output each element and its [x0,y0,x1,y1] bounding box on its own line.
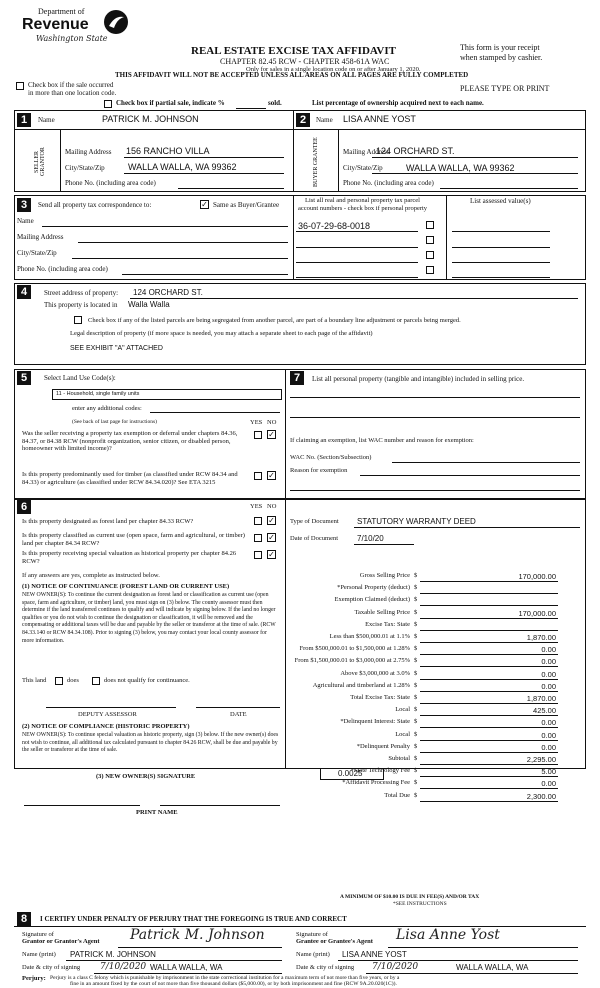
assessed-header: List assessed value(s) [470,197,531,205]
ownership-note: List percentage of ownership acquired next to each name. [312,99,484,107]
perjury-text-1: Perjury is a class C felony which is punishable by imprisonment in the state correctional institution for a maximum term of not more than five years, or by a [50,975,400,981]
seller-side-label: SELLER GRANTOR [34,147,46,177]
doc-date-label: Date of Document [290,535,339,542]
does-not-checkbox[interactable] [92,677,100,685]
doc-date[interactable]: 7/10/20 [357,534,384,543]
multi-location-label-1: Check box if the sale occurred [28,81,114,89]
multi-location-label-2: in more than one location code. [28,89,117,97]
buyer-name-label: Name [316,116,333,124]
section-3-number: 3 [17,198,31,212]
tax-row-label: *Delinquent Interest: State [340,718,410,725]
tax-row-line [420,776,558,777]
form-subtitle: CHAPTER 82.45 RCW - CHAPTER 458-61A WAC [220,57,390,66]
perjury-label: Perjury: [22,975,46,982]
tax-row-value[interactable]: 170,000.00 [518,572,556,581]
tax-row-label: *Affidavit Processing Fee [342,779,410,786]
tax-row-dollar: $ [414,718,418,725]
print-name-label: PRINT NAME [136,809,178,816]
land-use-label: Select Land Use Code(s): [44,374,116,382]
land-use-code[interactable]: 11 - Household, single family units [56,391,140,397]
tax-row-value[interactable]: 0.00 [541,657,556,666]
tax-row-dollar: $ [414,706,418,713]
tax-row-label: *State Technology Fee [350,767,410,774]
tax-row-line [420,605,558,606]
parcel-header-1: List all real and personal property tax parcel [305,197,420,204]
type-or-print: PLEASE TYPE OR PRINT [460,84,550,93]
does-label: does [67,677,79,684]
buyer-city[interactable]: WALLA WALLA, WA 99362 [406,163,515,173]
grantor-sig-label-2: Grantor or Grantor's Agent [22,938,100,945]
seller-mailing-label: Mailing Address [65,148,112,156]
personal-property-label: List all personal property (tangible and intangible) included in selling price. [312,375,525,383]
perjury-text-2: fine in an amount fixed by the court of not more than five thousand dollars ($5,000.00), or by both imprisonment and fine (RCW 9A.20.020(1C)). [70,981,397,987]
tax-row-value[interactable]: 0.00 [541,779,556,788]
does-not-label: does not qualify for continuance. [104,677,190,684]
grantee-sig-label-1: Signature of [296,931,328,938]
tax-row-value[interactable]: 170,000.00 [518,609,556,618]
segregated-checkbox[interactable] [74,316,82,324]
s6-yes: YES [250,503,263,510]
section-2-number: 2 [296,113,310,127]
tax-row-dollar: $ [414,670,418,677]
continuance-title: (1) NOTICE OF CONTINUANCE (FOREST LAND OR CURRENT USE) [22,583,230,590]
buyer-mailing-label: Mailing Address [343,148,390,156]
grantor-sig-label-1: Signature of [22,931,54,938]
seller-mailing[interactable]: 156 RANCHO VILLA [126,146,210,156]
s5-q1-no[interactable]: ✓ [268,430,275,439]
tax-row-line [420,801,558,802]
sold-label: sold. [268,99,282,107]
s5-q1-yes[interactable] [254,431,262,439]
s6-question-1: Is this property designated as forest land per chapter 84.33 RCW? [22,518,194,525]
tax-row-value[interactable]: 425.00 [533,706,556,715]
s6-question-3: Is this property receiving special valuation as historical property per chapter 84.26 RCW? [22,550,237,565]
legal-description[interactable]: SEE EXHIBIT "A" ATTACHED [70,345,163,352]
tax-row-line [420,654,558,655]
tax-row-label: Local [395,731,410,738]
seller-city-label: City/State/Zip [65,164,105,172]
s6-q2-yes[interactable] [254,534,262,542]
additional-codes-label: enter any additional codes: [72,405,142,412]
grantor-signature[interactable]: Patrick M. Johnson [130,927,265,943]
section-5-number: 5 [17,371,31,385]
s6-q2-no[interactable]: ✓ [268,533,275,542]
warning-line: THIS AFFIDAVIT WILL NOT BE ACCEPTED UNLESS ALL AREAS ON ALL PAGES ARE FULLY COMPLETED [115,71,469,79]
see-back-note: (See back of last page for instructions) [72,419,157,425]
tax-row-label: From $1,500,000.01 to $3,000,000 at 2.75% [294,657,410,664]
buyer-phone-label: Phone No. (including area code) [343,179,434,187]
dept-line2: Revenue [22,16,89,33]
section-4-number: 4 [17,285,31,299]
multi-location-checkbox[interactable] [16,82,24,90]
tax-row-dollar: $ [414,779,418,786]
seller-name-label: Name [38,116,55,124]
tax-row-label: Subtotal [388,755,410,762]
personal-property-checkbox-4[interactable] [426,266,434,274]
tax-row-line [420,593,558,594]
tax-row-dollar: $ [414,645,418,652]
grantee-sig-label-2: Grantee or Grantee's Agent [296,938,373,945]
partial-sale-label: Check box if partial sale, indicate % [116,99,225,107]
section-8-number: 8 [17,912,31,926]
tax-row-label: Taxable Selling Price [354,609,410,616]
if-yes-note: If any answers are yes, complete as instructed below. [22,572,160,579]
grantee-signature[interactable]: Lisa Anne Yost [396,927,500,943]
street-label: Street address of property: [44,289,119,297]
s5-q2-no[interactable]: ✓ [268,471,275,480]
historic-title: (2) NOTICE OF COMPLIANCE (HISTORIC PROPERTY) [22,723,190,730]
certify-line: I CERTIFY UNDER PENALTY OF PERJURY THAT THE FOREGOING IS TRUE AND CORRECT [40,915,347,923]
tax-row-value[interactable]: 0.00 [541,645,556,654]
grantor-city[interactable]: WALLA WALLA, WA [150,963,223,972]
grantee-name-label: Name (print) [296,951,330,958]
tax-row-dollar: $ [414,572,418,579]
tax-row-line [420,666,558,667]
tax-row-label: Excise Tax: State [365,621,410,628]
parcel-number-1[interactable]: 36-07-29-68-0018 [298,221,371,231]
form-title: REAL ESTATE EXCISE TAX AFFIDAVIT [191,45,396,57]
buyer-mailing[interactable]: 124 ORCHARD ST. [376,146,455,156]
s3-phone-label: Phone No. (including area code) [17,265,108,273]
s5-question-1: Was the seller receiving a property tax exemption or deferral under chapters 84.36, 84.37, or 84.38 RCW (nonprofit organization, senior citizen, or disabled person, homeowner with limited income)? [22,430,238,452]
tax-row-value[interactable]: 0.00 [541,670,556,679]
tax-row-dollar: $ [414,682,418,689]
section-6-number: 6 [17,500,31,514]
tax-row-label: *Personal Property (deduct) [337,584,410,591]
located-label: This property is located in [44,301,118,309]
tax-row-value[interactable]: 0.00 [541,743,556,752]
does-checkbox[interactable] [55,677,63,685]
same-as-buyer-checkbox[interactable]: ✓ [201,200,208,209]
seller-phone-label: Phone No. (including area code) [65,179,156,187]
tax-row-label: Exemption Claimed (deduct) [334,596,410,603]
tax-row-dollar: $ [414,743,418,750]
minimum-note: A MINIMUM OF $10.00 IS DUE IN FEE(S) AND/OR TAX [340,894,480,900]
s6-question-2: Is this property classified as current use (open space, farm and agricultural, or timber) land per chapter 84.34 RCW? [22,532,245,547]
receipt-note-1: This form is your receipt [460,43,540,52]
local-rate[interactable]: 0.0025 [338,769,363,778]
personal-property-checkbox-3[interactable] [426,251,434,259]
tax-row-line [420,740,558,741]
partial-sale-checkbox[interactable] [104,100,112,108]
street-address[interactable]: 124 ORCHARD ST. [133,288,203,297]
tax-row-line [420,788,558,789]
tax-row-line [420,679,558,680]
seller-name[interactable]: PATRICK M. JOHNSON [102,114,199,124]
parcel-header-2: account numbers - check box if personal property [298,205,428,212]
doc-type-label: Type of Document [290,518,339,525]
tax-row-line [420,642,558,643]
tax-row-line [420,691,558,692]
s5-yes: YES [250,419,263,426]
s3-city-label: City/State/Zip [17,249,57,257]
tax-row-value[interactable]: 2,300.00 [526,792,556,801]
tax-row-line [420,764,558,765]
personal-property-checkbox-2[interactable] [426,236,434,244]
grantee-name-print[interactable]: LISA ANNE YOST [342,950,407,959]
new-owner-signature-title: (3) NEW OWNER(S) SIGNATURE [96,773,196,780]
legal-label: Legal description of property (if more space is needed, you may attach a separate sheet to each page of the affidavit) [70,330,373,337]
tax-row-label: Above $3,000,000 at 3.0% [340,670,410,677]
tax-row-dollar: $ [414,621,418,628]
s6-no: NO [267,503,277,510]
grantor-date-city-label: Date & city of signing [22,964,81,971]
tax-row-value[interactable]: 1,870.00 [526,633,556,642]
buyer-name[interactable]: LISA ANNE YOST [343,114,416,124]
s5-q2-yes[interactable] [254,472,262,480]
s6-q1-no[interactable]: ✓ [268,516,275,525]
tax-row-dollar: $ [414,609,418,616]
s5-no: NO [267,419,277,426]
tax-row-value[interactable]: 0.00 [541,682,556,691]
section-1-number: 1 [17,113,31,127]
tax-row-value[interactable]: 0.00 [541,718,556,727]
tax-row-line [420,752,558,753]
s6-q3-no[interactable]: ✓ [268,550,275,559]
s6-q3-yes[interactable] [254,551,262,559]
revenue-logo-icon [103,9,129,35]
dept-line1: Department of [38,7,85,16]
tax-row-label: Agricultural and timberland at 1.28% [312,682,410,689]
tax-row-value[interactable]: 5.00 [541,767,556,776]
s5-question-2: Is this property predominantly used for timber (as classified under RCW 84.34 and 84.33) or agriculture (as classified under RCW 84.34.020)? See ETA 3215 [22,471,238,486]
s6-q1-yes[interactable] [254,517,262,525]
grantee-date-city-label: Date & city of signing [296,964,355,971]
tax-row-dollar: $ [414,584,418,591]
historic-body: NEW OWNER(S): To continue special valuation as historic property, sign (3) below. If the new owner(s) does not wish to continue, all additional tax calculated pursuant to chapter 84.26 RCW, shall be due and payable by the seller or transferor at the time of sale. [22,732,279,754]
tax-row-label: *Delinquent Penalty [356,743,410,750]
grantor-date[interactable]: 7/10/2020 [100,962,147,972]
form-subtitle2: Only for sales in a single location code on or after January 1, 2020. [246,66,421,73]
tax-row-label: Total Excise Tax: State [350,694,410,701]
segregated-label: Check box if any of the listed parcels are being segregated from another parcel, are part of a boundary line adjustment or parcels being merged. [88,317,461,324]
receipt-note-2: when stamped by cashier. [460,53,543,62]
s3-name-label: Name [17,217,34,225]
tax-row-line [420,618,558,619]
assessor-date-label: DATE [230,711,247,718]
tax-row-line [420,630,558,631]
tax-row-label: Gross Selling Price [359,572,410,579]
tax-row-value[interactable]: 0.00 [541,731,556,740]
tax-row-dollar: $ [414,767,418,774]
tax-row-line [420,727,558,728]
tax-row-line [420,581,558,582]
tax-row-label: Less than $500,000.01 at 1.1% [329,633,410,640]
tax-row-label: Local [395,706,410,713]
section-7-number: 7 [290,371,304,385]
continuance-body: NEW OWNER(S): To continue the current designation as forest land or classification as current use (open space, farm and agriculture, or timber) land, you must sign on (3) below. The county assessor must then determine if the land transferred continues to qualify and will indicate by signing below. If the land no longer qualifies or you do not wish to continue the designation or classification, it will be removed and the compensating or additional taxes will be due and payable by the seller or transferor at the time of sale. (RCW 84.33.140 or RCW 84.34.108). Prior to signing (3) below, you may contact your local county assessor for more information. [22,592,276,644]
wac-label: WAC No. (Section/Subsection) [290,454,372,461]
tax-row-label: From $500,000.01 to $1,500,000 at 1.28% [299,645,410,652]
dept-line3: Washington State [36,34,108,43]
send-correspondence-label: Send all property tax correspondence to: [38,201,152,209]
tax-row-dollar: $ [414,731,418,738]
tax-row-value[interactable]: 2,295.00 [526,755,556,764]
tax-row-value[interactable]: 1,870.00 [526,694,556,703]
grantee-city[interactable]: WALLA WALLA, WA [456,963,529,972]
buyer-side-label: BUYER GRANTEE [313,137,319,187]
s3-mailing-label: Mailing Address [17,233,64,241]
reason-label: Reason for exemption [290,467,348,474]
tax-row-dollar: $ [414,657,418,664]
grantee-date[interactable]: 7/10/2020 [372,962,419,972]
tax-row-label: Total Due [384,792,410,799]
located-in[interactable]: Walla Walla [128,300,170,309]
tax-row-line [420,703,558,704]
tax-row-line [420,715,558,716]
same-as-buyer-label: Same as Buyer/Grantee [213,201,280,209]
tax-row-dollar: $ [414,633,418,640]
see-instructions: *SEE INSTRUCTIONS [393,901,447,907]
personal-property-checkbox-1[interactable] [426,221,434,229]
deputy-assessor-label: DEPUTY ASSESSOR [78,711,137,718]
tax-row-dollar: $ [414,694,418,701]
grantor-name-label: Name (print) [22,951,56,958]
tax-row-dollar: $ [414,792,418,799]
tax-row-dollar: $ [414,755,418,762]
exemption-label: If claiming an exemption, list WAC number and reason for exemption: [290,437,474,444]
this-land-label: This land [22,677,47,684]
seller-city[interactable]: WALLA WALLA, WA 99362 [128,162,237,172]
doc-type[interactable]: STATUTORY WARRANTY DEED [357,517,476,526]
grantor-name-print[interactable]: PATRICK M. JOHNSON [70,950,156,959]
tax-row-dollar: $ [414,596,418,603]
buyer-city-label: City/State/Zip [343,164,383,172]
